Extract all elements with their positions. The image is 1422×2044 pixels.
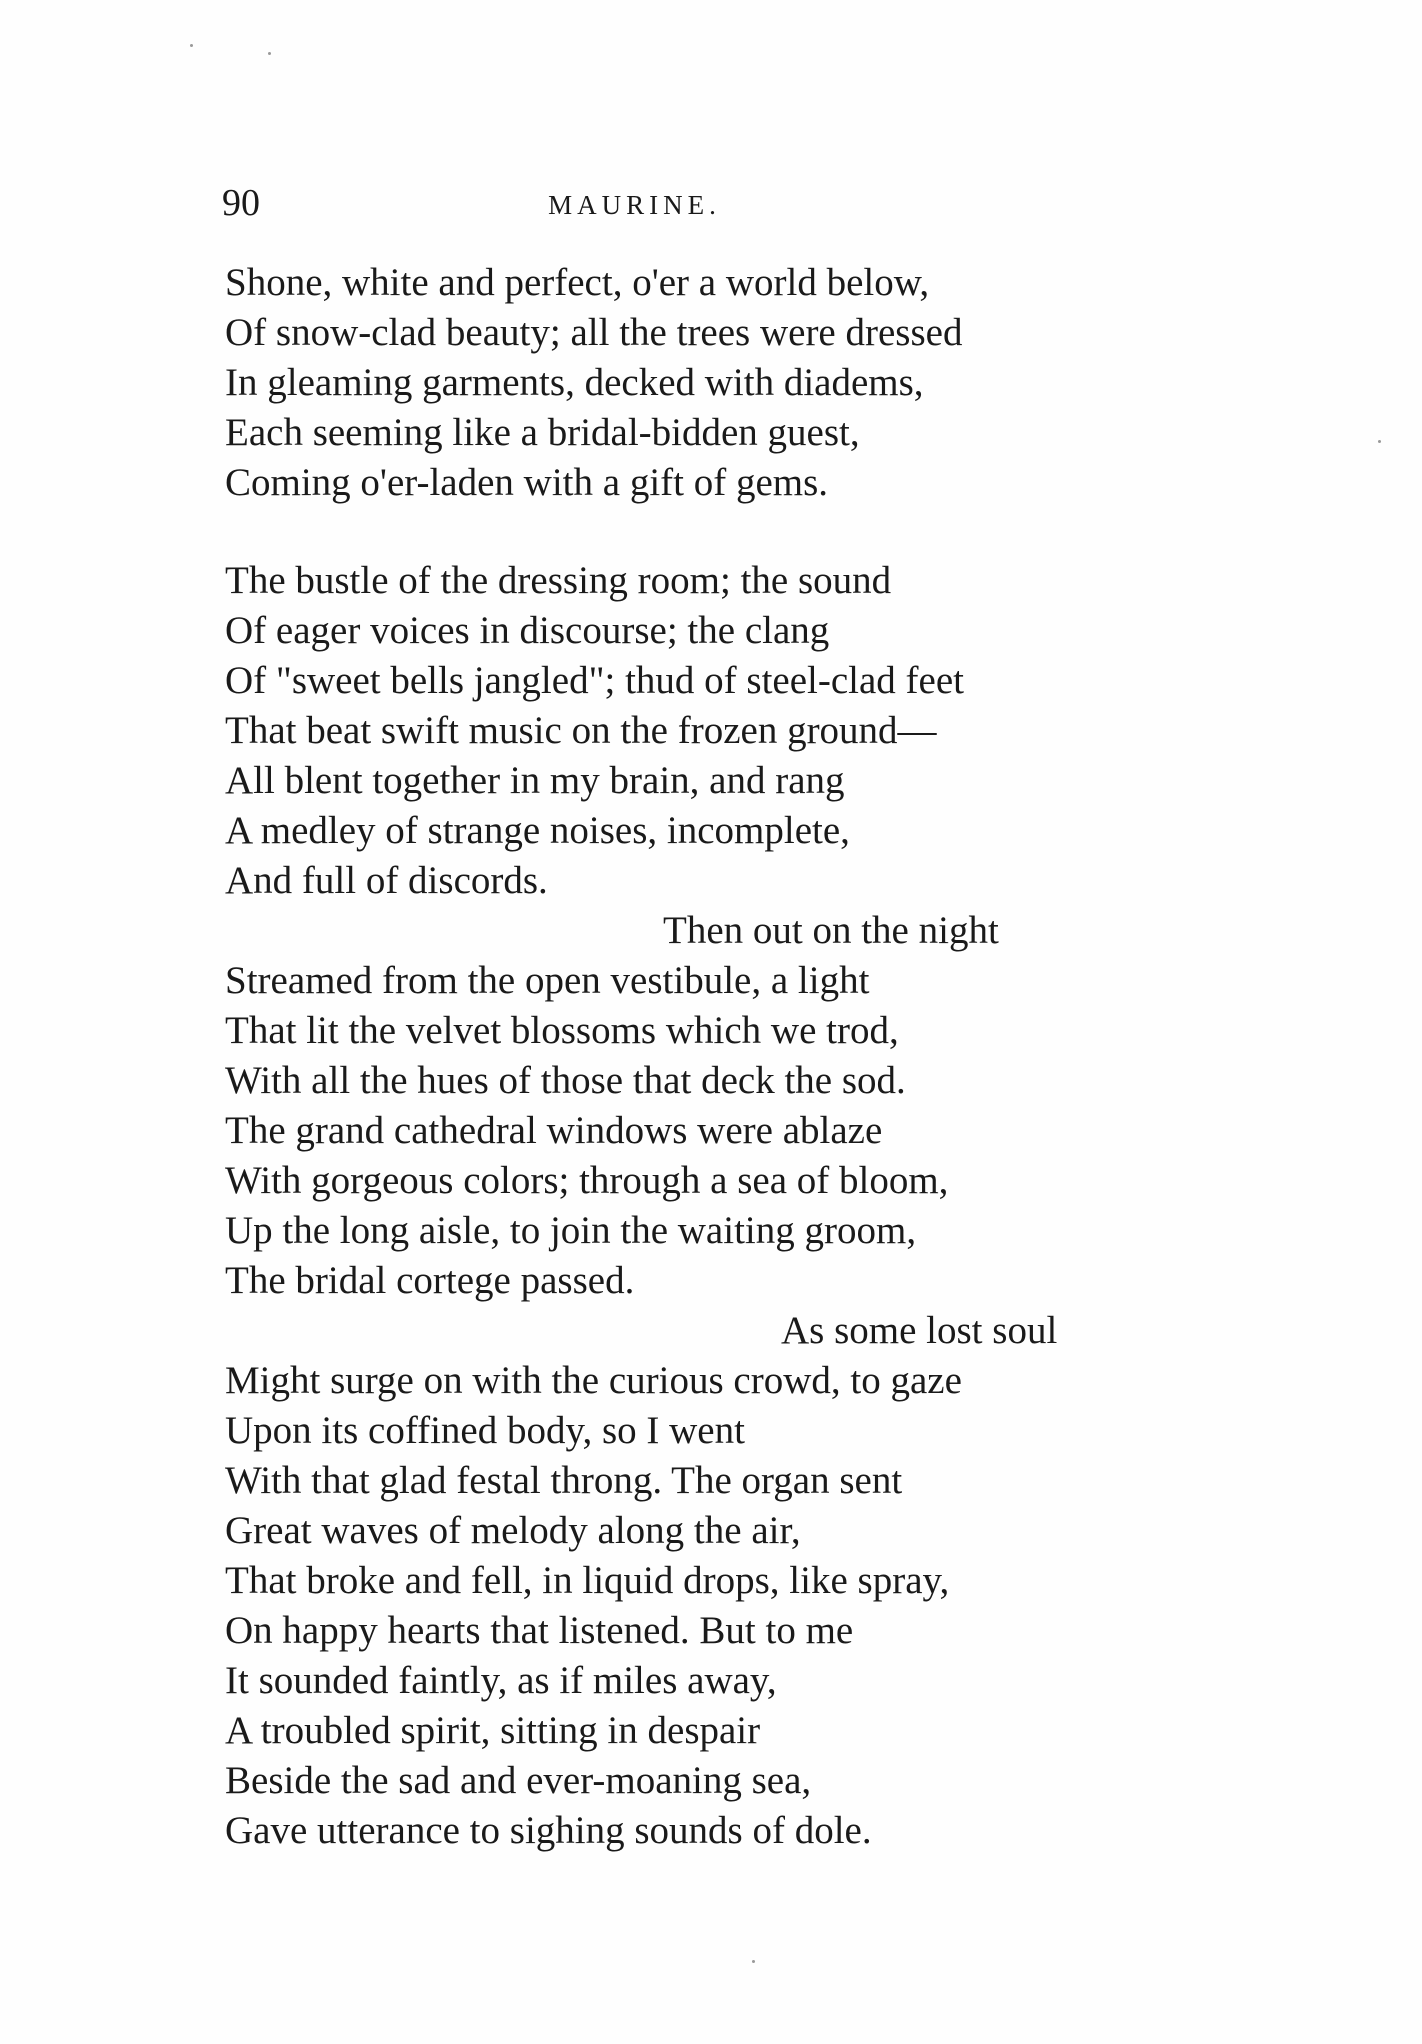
poem-line: Of snow-clad beauty; all the trees were dressed bbox=[225, 311, 963, 354]
poem-line: Of "sweet bells jangled"; thud of steel-clad feet bbox=[225, 659, 965, 702]
poem-line: A medley of strange noises, incomplete, bbox=[225, 809, 850, 852]
poem-line: That lit the velvet blossoms which we trod, bbox=[225, 1009, 899, 1052]
poem-line: The bustle of the dressing room; the sound bbox=[225, 559, 892, 602]
poem-text bbox=[225, 258, 1225, 1856]
poem-line: On happy hearts that listened. But to me bbox=[225, 1609, 854, 1652]
poem-line: With gorgeous colors; through a sea of bloom, bbox=[225, 1159, 949, 1202]
poem-line: A troubled spirit, sitting in despair bbox=[225, 1709, 761, 1752]
poem-line: Gave utterance to sighing sounds of dole. bbox=[225, 1809, 872, 1852]
poem-line: Streamed from the open vestibule, a light bbox=[225, 959, 870, 1002]
poem-line: Great waves of melody along the air, bbox=[225, 1509, 801, 1552]
page-header bbox=[222, 178, 1182, 228]
poem-line: In gleaming garments, decked with diadems, bbox=[225, 361, 924, 404]
poem-line: Upon its coffined body, so I went bbox=[225, 1409, 745, 1452]
stanza-break bbox=[225, 508, 1225, 556]
poem-line: Each seeming like a bridal-bidden guest, bbox=[225, 411, 860, 454]
poem-line: The grand cathedral windows were ablaze bbox=[225, 1109, 883, 1152]
poem-line: Up the long aisle, to join the waiting groom, bbox=[225, 1209, 917, 1252]
poem-line: Might surge on with the curious crowd, to gaze bbox=[225, 1359, 962, 1402]
poem-line: The bridal cortege passed. bbox=[225, 1259, 635, 1302]
running-title: MAURINE. bbox=[548, 190, 721, 220]
paper-speck bbox=[752, 1960, 755, 1963]
poem-line: Coming o'er-laden with a gift of gems. bbox=[225, 461, 829, 504]
page-number: 90 bbox=[222, 182, 260, 224]
paper-speck bbox=[190, 44, 193, 47]
paper-speck bbox=[1378, 440, 1381, 443]
poem-line-indented: As some lost soul bbox=[781, 1309, 1058, 1352]
poem-line: That broke and fell, in liquid drops, like spray, bbox=[225, 1559, 950, 1602]
poem-line: And full of discords. bbox=[225, 859, 548, 902]
paper-speck bbox=[268, 52, 271, 55]
poem-line: With all the hues of those that deck the sod. bbox=[225, 1059, 906, 1102]
poem-line-indented: Then out on the night bbox=[663, 909, 999, 952]
poem-line: Shone, white and perfect, o'er a world below, bbox=[225, 261, 930, 304]
poem-line: It sounded faintly, as if miles away, bbox=[225, 1659, 777, 1702]
poem-line: All blent together in my brain, and rang bbox=[225, 759, 845, 802]
poem-line: Of eager voices in discourse; the clang bbox=[225, 609, 830, 652]
poem-line: Beside the sad and ever-moaning sea, bbox=[225, 1759, 812, 1802]
poem-line: That beat swift music on the frozen ground— bbox=[225, 709, 937, 752]
poem-line: With that glad festal throng. The organ sent bbox=[225, 1459, 903, 1502]
